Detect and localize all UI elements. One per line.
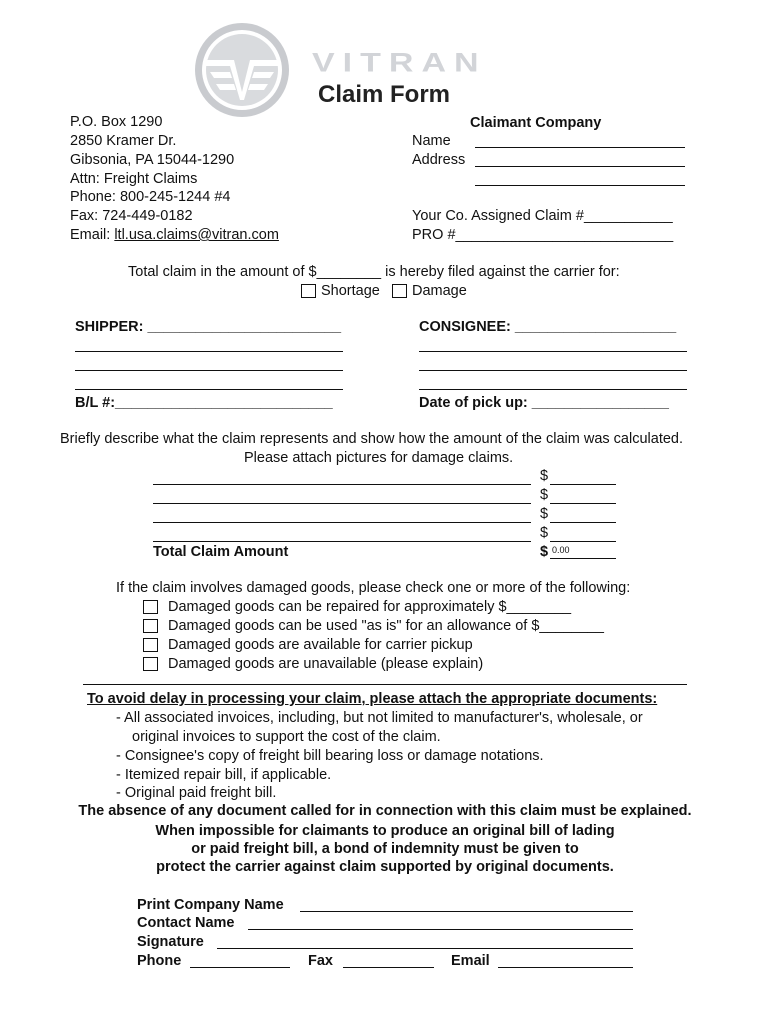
repair-checkbox[interactable]: [143, 600, 158, 614]
pickup-checkbox[interactable]: [143, 638, 158, 652]
attach-pictures-note: Please attach pictures for damage claims.: [244, 450, 514, 466]
explain-line[interactable]: [83, 684, 687, 685]
shortage-label: Shortage: [321, 283, 380, 299]
claimant-address-field[interactable]: [475, 166, 685, 167]
amount-line[interactable]: [550, 484, 616, 485]
dollar-sign: $: [540, 525, 549, 541]
document-item: - Consignee's copy of freight bill bearing loss or damage notations.: [116, 748, 544, 764]
notice-line: protect the carrier against claim supported by original documents.: [156, 859, 614, 875]
description-line[interactable]: [153, 503, 531, 504]
address-line: Fax: 724-449-0182: [70, 208, 193, 224]
claimant-heading: Claimant Company: [470, 115, 602, 131]
address-line: Gibsonia, PA 15044-1290: [70, 152, 235, 168]
unavailable-option: Damaged goods are unavailable (please explain): [168, 656, 484, 672]
document-item: original invoices to support the cost of the claim.: [132, 729, 441, 745]
pickup-option: Damaged goods are available for carrier pickup: [168, 637, 473, 653]
contact-name-field[interactable]: [248, 929, 633, 930]
pickup-date-field[interactable]: Date of pick up: _________________: [419, 395, 669, 411]
address-line: 2850 Kramer Dr.: [70, 133, 177, 149]
description-line[interactable]: [153, 541, 531, 542]
as-is-checkbox[interactable]: [143, 619, 158, 633]
address-line: Phone: 800-245-1244 #4: [70, 189, 231, 205]
consignee-line-2[interactable]: [419, 351, 687, 352]
notice-line: The absence of any document called for in connection with this claim must be explained.: [78, 803, 692, 819]
damage-checkbox[interactable]: [392, 284, 407, 298]
email-field-label: Email: [451, 953, 490, 969]
consignee-line-4[interactable]: [419, 389, 687, 390]
notice-line: When impossible for claimants to produce an original bill of lading: [155, 823, 615, 839]
document-item: - Original paid freight bill.: [116, 785, 277, 801]
total-claim-value[interactable]: 0.00: [552, 545, 570, 555]
dollar-sign: $: [540, 506, 549, 522]
contact-name-label: Contact Name: [137, 915, 235, 931]
amount-line[interactable]: [550, 541, 616, 542]
phone-field[interactable]: [190, 967, 290, 968]
as-is-option: Damaged goods can be used "as is" for an allowance of $________: [168, 618, 604, 634]
claimant-address-field-2[interactable]: [475, 185, 685, 186]
unavailable-checkbox[interactable]: [143, 657, 158, 671]
damaged-intro: If the claim involves damaged goods, please check one or more of the following:: [116, 580, 631, 596]
address-line: Attn: Freight Claims: [70, 171, 198, 187]
description-line[interactable]: [153, 484, 531, 485]
claimant-address-label: Address: [412, 152, 466, 168]
shipper-field[interactable]: SHIPPER: ________________________: [75, 319, 342, 335]
shipper-line-4[interactable]: [75, 389, 343, 390]
signature-label: Signature: [137, 934, 204, 950]
document-item: - Itemized repair bill, if applicable.: [116, 767, 332, 783]
repair-option: Damaged goods can be repaired for approximately $________: [168, 599, 572, 615]
email-field[interactable]: [498, 967, 633, 968]
claimant-name-field[interactable]: [475, 147, 685, 148]
signature-field[interactable]: [217, 948, 633, 949]
assigned-claim-field[interactable]: Your Co. Assigned Claim #___________: [412, 208, 673, 224]
pro-number-field[interactable]: PRO #___________________________: [412, 227, 674, 243]
dollar-sign: $: [540, 544, 549, 560]
logo-wordmark: VITRAN: [312, 48, 487, 78]
amount-line[interactable]: [550, 503, 616, 504]
shortage-checkbox[interactable]: [301, 284, 316, 298]
consignee-line-3[interactable]: [419, 370, 687, 371]
dollar-sign: $: [540, 468, 549, 484]
consignee-field[interactable]: CONSIGNEE: ____________________: [419, 319, 677, 335]
shipper-line-3[interactable]: [75, 370, 343, 371]
amount-line[interactable]: [550, 522, 616, 523]
dollar-sign: $: [540, 487, 549, 503]
damage-label: Damage: [412, 283, 467, 299]
vitran-logo-icon: [192, 20, 292, 120]
company-name-label: Print Company Name: [137, 897, 284, 913]
claim-amount-statement: Total claim in the amount of $________ is hereby filed against the carrier for:: [128, 264, 620, 280]
address-line: P.O. Box 1290: [70, 114, 163, 130]
total-claim-label: Total Claim Amount: [153, 544, 289, 560]
email-link[interactable]: ltl.usa.claims@vitran.com: [114, 227, 279, 243]
page-title: Claim Form: [318, 81, 451, 108]
claimant-name-label: Name: [412, 133, 451, 149]
email-line: [70, 226, 279, 244]
email-label: Email:: [70, 227, 115, 243]
phone-label: Phone: [137, 953, 182, 969]
company-name-field[interactable]: [300, 911, 633, 912]
document-item: - All associated invoices, including, but not limited to manufacturer's, wholesale, or: [116, 710, 643, 726]
shipper-line-2[interactable]: [75, 351, 343, 352]
fax-label: Fax: [308, 953, 333, 969]
fax-field[interactable]: [343, 967, 434, 968]
notice-line: or paid freight bill, a bond of indemnity must be given to: [191, 841, 579, 857]
documents-heading: To avoid delay in processing your claim, please attach the appropriate documents:: [87, 691, 658, 707]
describe-instruction: Briefly describe what the claim represents and show how the amount of the claim was calculated.: [60, 431, 684, 447]
description-line[interactable]: [153, 522, 531, 523]
bl-number-field[interactable]: B/L #:___________________________: [75, 395, 333, 411]
total-amount-line: [550, 558, 616, 559]
